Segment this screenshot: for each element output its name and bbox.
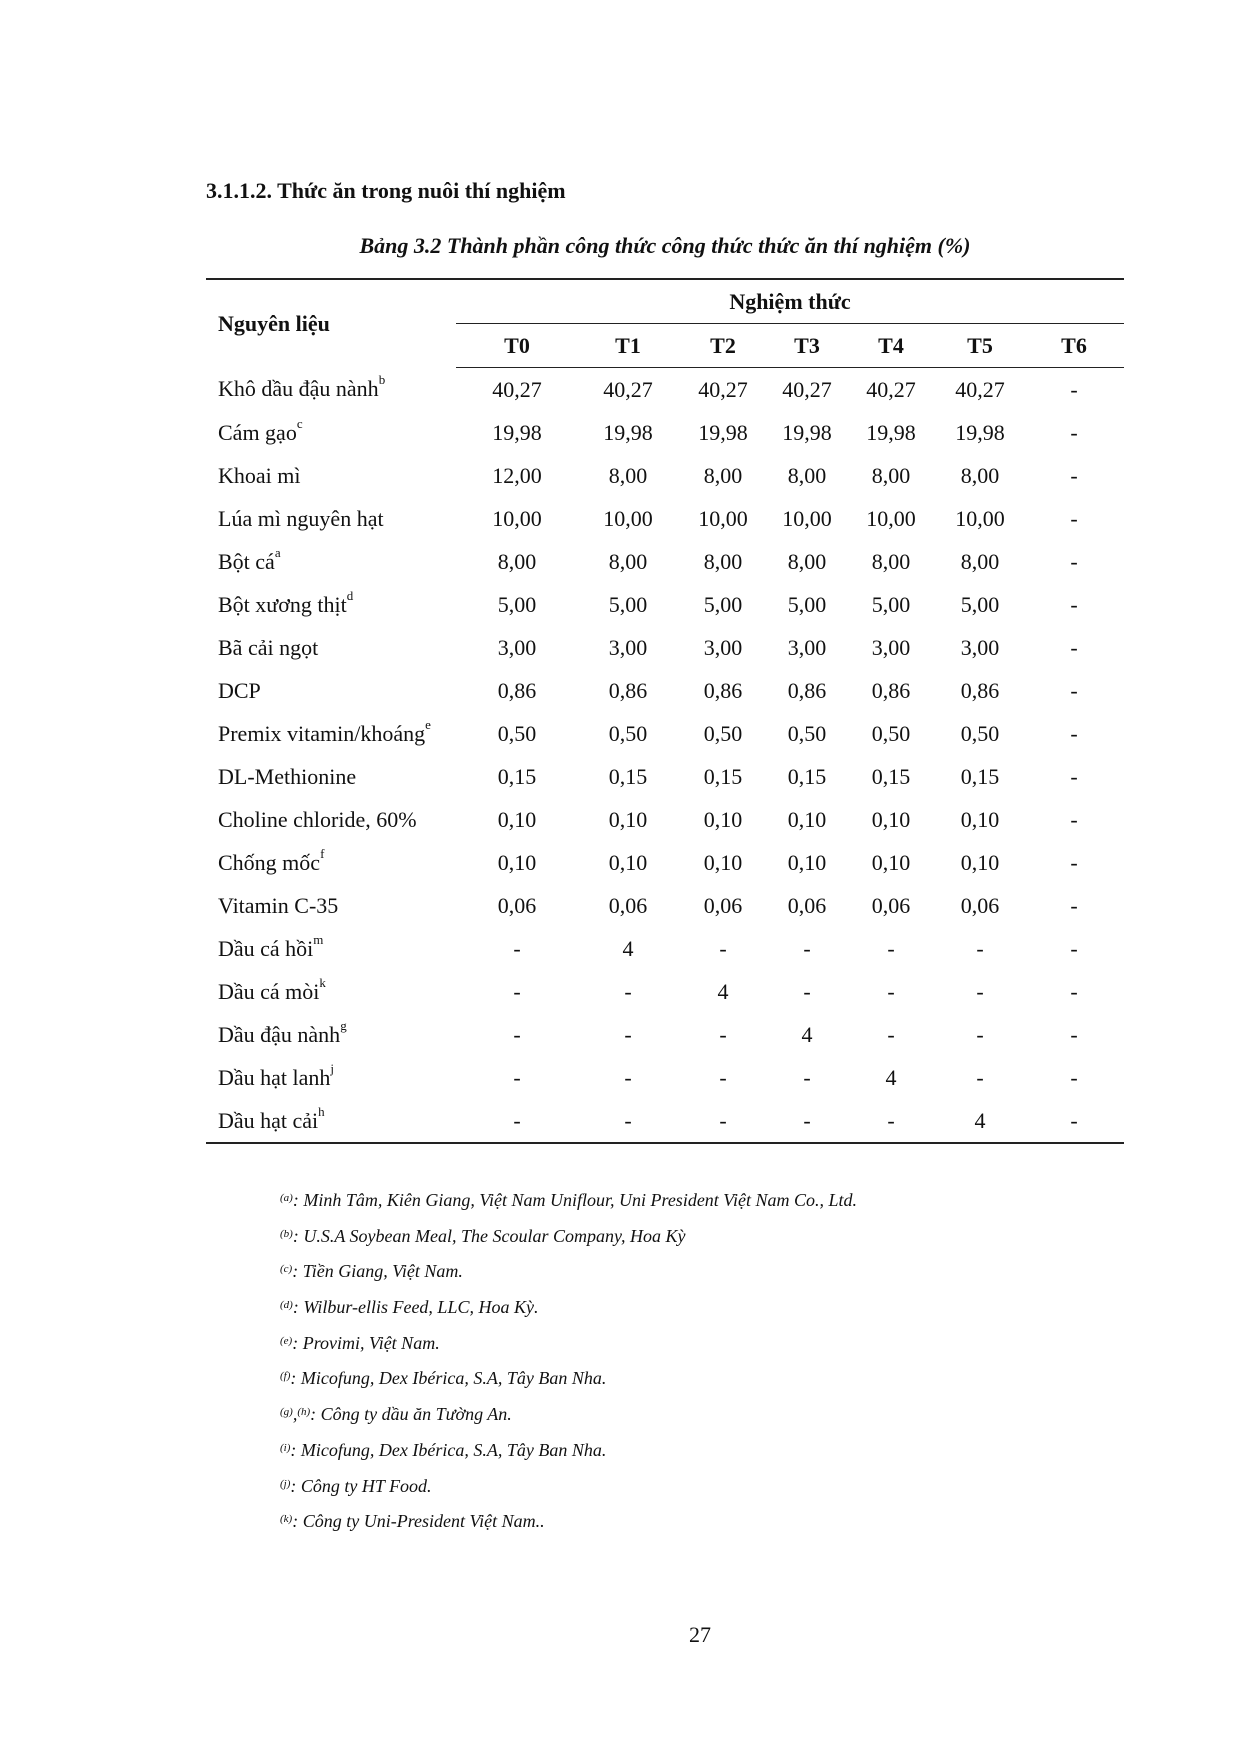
ingredient-name [206,927,456,970]
table-row [206,626,1124,669]
table-caption: Bảng 3.2 Thành phần công thức công thức thức ăn thí nghiệm (%) [359,233,971,258]
source-superscript: g [340,1017,347,1033]
footnote-text: : Provimi, Việt Nam. [292,1332,440,1353]
table-cell: - [803,935,811,961]
table-cell: - [768,1099,846,1143]
table-cell: 0,15 [960,763,1000,789]
table-cell: 4 [936,1099,1024,1143]
table-row [206,798,1124,841]
column-header: T2 [678,324,768,368]
table-cell: 19,98 [782,419,832,445]
footnote [280,1290,857,1326]
table-row [206,1013,1124,1056]
ingredient-name [206,798,456,841]
table-cell: - [1070,1021,1078,1047]
ingredient-header: Nguyên liệu [206,279,456,368]
footnote-mark: (b) [280,1227,293,1240]
table-cell: - [513,935,521,961]
table-row [206,583,1124,626]
table-cell: 10,00 [492,505,542,531]
source-superscript: b [378,372,386,388]
footnote [280,1219,857,1255]
ingredient-label: Dầu cá mòi [218,978,320,1004]
ingredient-name [206,497,456,540]
table-cell: 40,27 [492,376,542,402]
table-cell: 8,00 [787,462,827,488]
table-cell: 0,15 [608,763,648,789]
footnote-text: : Micofung, Dex Ibérica, S.A, Tây Ban Nha. [290,1368,607,1389]
table-body [206,368,1124,1144]
table-cell: 40,27 [955,376,1005,402]
table-cell: - [1070,419,1078,445]
table-cell: - [578,1099,678,1143]
footnote-text: : Công ty Uni-President Việt Nam.. [292,1511,545,1532]
table-cell: 3,00 [871,634,911,660]
table-cell: 3,00 [787,634,827,660]
table-cell: - [1070,677,1078,703]
footnote-mark: (g) [280,1406,293,1419]
table-row [206,841,1124,884]
ingredient-label: DCP [218,677,261,703]
table-cell: - [719,1064,727,1090]
footnote-mark: (e) [280,1334,293,1347]
table-cell: 40,27 [603,376,653,402]
table-cell: - [513,1064,521,1090]
table-cell: 0,06 [787,892,827,918]
table-cell: 0,15 [497,763,537,789]
table-cell: 0,86 [608,677,648,703]
ingredient-name [206,583,456,626]
table-cell: 0,50 [497,720,537,746]
ingredient-label: Vitamin C-35 [218,892,339,918]
table-cell: 0,06 [608,892,648,918]
table-cell: 5,00 [787,591,827,617]
footnote-mark: (f) [280,1370,291,1383]
source-superscript: h [318,1103,325,1119]
table-cell: - [1070,720,1078,746]
table-cell: - [513,1021,521,1047]
table-cell: 0,15 [787,763,827,789]
table-cell: - [803,1064,811,1090]
table-cell: - [887,978,895,1004]
table-cell: 4 [801,1021,813,1047]
table-cell: 3,00 [960,634,1000,660]
column-header: T6 [1024,324,1124,368]
section-heading: 3.1.1.2. Thức ăn trong nuôi thí nghiệm [206,178,566,203]
table-cell: 0,86 [787,677,827,703]
source-superscript: a [274,544,281,560]
column-header: T5 [936,324,1024,368]
table-row [206,927,1124,970]
table-cell: - [719,1021,727,1047]
table-cell: 3,00 [497,634,537,660]
table-cell: 19,98 [955,419,1005,445]
table-cell: - [846,1099,936,1143]
table-row [206,1056,1124,1099]
table-cell: - [1070,806,1078,832]
table-cell: - [624,978,632,1004]
ingredient-name [206,411,456,454]
table-cell: 0,10 [608,849,648,875]
table-cell: - [1070,849,1078,875]
table-cell: 5,00 [871,591,911,617]
table-row [206,884,1124,927]
ingredient-name [206,1056,456,1099]
table-row [206,540,1124,583]
table-cell: 4 [622,935,634,961]
ingredient-label: Dầu hạt cải [218,1107,319,1133]
table-cell: 8,00 [960,548,1000,574]
page-number: 27 [689,1622,711,1647]
table-cell: - [1070,935,1078,961]
ingredient-name [206,454,456,497]
table-cell: 8,00 [608,548,648,574]
table-cell: - [803,978,811,1004]
table-cell: - [456,1099,578,1143]
footnote [280,1361,857,1397]
table-row [206,755,1124,798]
table-cell: 0,10 [703,849,743,875]
table-row [206,970,1124,1013]
ingredient-name [206,540,456,583]
ingredient-label: Dầu cá hồi [218,935,314,961]
ingredient-label: Chống mốc [218,849,321,875]
table-cell: - [887,1021,895,1047]
footnote-text: : Wilbur-ellis Feed, LLC, Hoa Kỳ. [292,1297,539,1318]
footnote [280,1326,857,1362]
table-cell: - [1070,591,1078,617]
table-cell: 3,00 [608,634,648,660]
ingredient-label: Choline chloride, 60% [218,806,417,832]
footnote [280,1183,857,1219]
ingredient-label: Khoai mì [218,462,301,488]
footnote-text: : Công ty dầu ăn Tường An. [310,1404,512,1425]
table-cell: - [1070,634,1078,660]
table-cell: 0,15 [871,763,911,789]
table-cell: 0,50 [703,720,743,746]
ingredient-name [206,626,456,669]
table-row [206,497,1124,540]
table-cell: 0,50 [871,720,911,746]
table-cell: 19,98 [603,419,653,445]
table-cell: 4 [717,978,729,1004]
footnote: $^{(g)}$,$^{(h)}$: Công ty dầu ăn Tường An. [280,1404,512,1425]
table-cell: 0,86 [497,677,537,703]
table-cell: 0,86 [960,677,1000,703]
table-cell: 19,98 [866,419,916,445]
table-cell: - [976,1064,984,1090]
ingredient-name [206,368,456,412]
table-cell: 40,27 [782,376,832,402]
source-superscript: f [320,845,325,861]
source-superscript: j [330,1060,335,1076]
ingredient-label: Bột xương thịt [218,591,347,617]
table-cell: 0,06 [960,892,1000,918]
ingredient-name [206,970,456,1013]
feed-formulation-table [206,278,1124,1144]
table-cell: 8,00 [871,548,911,574]
table-cell: 8,00 [703,548,743,574]
table-cell: - [719,935,727,961]
table-cell: - [1070,978,1078,1004]
table-cell: 10,00 [866,505,916,531]
table-cell: - [1024,1099,1124,1143]
ingredient-name [206,1099,456,1143]
table-cell: 0,10 [871,849,911,875]
source-superscript: e [425,716,431,732]
table-cell: - [1070,548,1078,574]
footnote-mark: (i) [280,1441,291,1454]
source-superscript: k [319,974,326,990]
footnote [280,1504,857,1540]
ingredient-label: Khô dầu đậu nành [218,376,379,402]
table-cell: 0,50 [960,720,1000,746]
source-superscript: c [296,415,303,431]
table-row [206,1099,1124,1143]
footnote-mark: (d) [280,1299,293,1312]
source-superscript: d [346,587,354,603]
table-cell: 8,00 [787,548,827,574]
footnote-text: : Công ty HT Food. [290,1475,432,1496]
table-cell: 0,06 [703,892,743,918]
ingredient-name [206,669,456,712]
ingredient-label: Bã cải ngọt [218,634,319,660]
table-cell: 0,10 [960,849,1000,875]
footnote-text: : Tiền Giang, Việt Nam. [292,1261,463,1282]
footnote-mark: (j) [280,1477,291,1490]
table-cell: 3,00 [703,634,743,660]
column-header: T3 [768,324,846,368]
column-header: T4 [846,324,936,368]
table-cell: - [887,935,895,961]
ingredient-label: Dầu đậu nành [218,1021,341,1047]
column-header: T1 [578,324,678,368]
table-cell: 0,15 [703,763,743,789]
footnote [280,1254,857,1290]
footnote-text: : U.S.A Soybean Meal, The Scoular Company, Hoa Kỳ [292,1225,686,1246]
table-cell: 19,98 [698,419,748,445]
table-cell: 0,10 [960,806,1000,832]
table-cell: 12,00 [492,462,542,488]
table-cell: 5,00 [608,591,648,617]
table-cell: 0,10 [497,849,537,875]
table-cell: 0,06 [497,892,537,918]
ingredient-name [206,755,456,798]
ingredient-label: Bột cá [218,548,275,574]
table-cell: 8,00 [871,462,911,488]
table-row [206,669,1124,712]
ingredient-label: Premix vitamin/khoáng [218,720,426,746]
table-cell: 10,00 [603,505,653,531]
footnote-text: : Micofung, Dex Ibérica, S.A, Tây Ban Nha. [290,1439,607,1460]
column-header: T0 [456,324,578,368]
table-cell: - [976,978,984,1004]
ingredient-name [206,712,456,755]
table-cell: 0,10 [703,806,743,832]
table-row [206,368,1124,412]
table-cell: 0,10 [787,806,827,832]
ingredient-label: DL-Methionine [218,763,357,789]
footnote-text: : Minh Tâm, Kiên Giang, Việt Nam Uniflour, Uni President Việt Nam Co., Ltd. [292,1190,857,1210]
table-cell: - [624,1064,632,1090]
table-cell: 8,00 [497,548,537,574]
table-row [206,411,1124,454]
table-cell: - [624,1021,632,1047]
footnote-mark: (k) [280,1513,293,1526]
ingredient-label: Lúa mì nguyên hạt [218,505,384,531]
table-cell: 5,00 [497,591,537,617]
footnote [280,1469,857,1505]
table-cell: - [1070,505,1078,531]
table-cell: 0,10 [871,806,911,832]
table-cell: - [1070,1064,1078,1090]
table-cell: - [1070,763,1078,789]
footnotes [280,1183,857,1540]
table-cell: 0,86 [703,677,743,703]
table-cell: 4 [885,1064,897,1090]
table-cell: 10,00 [782,505,832,531]
table-cell: - [1070,892,1078,918]
table-cell: - [1070,462,1078,488]
table-cell: 0,10 [787,849,827,875]
table-cell: 19,98 [492,419,542,445]
table-cell: 5,00 [703,591,743,617]
source-superscript: m [313,931,324,947]
table-row [206,454,1124,497]
table-row [206,712,1124,755]
footnote [280,1433,857,1469]
table-cell: 8,00 [608,462,648,488]
table-cell: 10,00 [955,505,1005,531]
table-cell: 0,86 [871,677,911,703]
footnote-mark: (c) [280,1263,293,1276]
table-cell: 0,06 [871,892,911,918]
table-cell: 8,00 [960,462,1000,488]
table-cell: 8,00 [703,462,743,488]
table-cell: 10,00 [698,505,748,531]
table-cell: - [1070,376,1078,402]
table-cell: 5,00 [960,591,1000,617]
table-cell: 0,50 [608,720,648,746]
ingredient-label: Cám gạo [218,419,297,445]
table-cell: 0,50 [787,720,827,746]
ingredient-label: Dầu hạt lanh [218,1064,331,1090]
table-cell: - [678,1099,768,1143]
table-cell: - [976,1021,984,1047]
footnote-mark: (h) [297,1406,311,1419]
ingredient-name [206,1013,456,1056]
footnote-mark: (a) [280,1192,293,1204]
table-cell: 40,27 [866,376,916,402]
ingredient-name [206,884,456,927]
treatment-group-header: Nghiệm thức [456,279,1124,324]
table-cell: 0,10 [608,806,648,832]
table-cell: 40,27 [698,376,748,402]
table-cell: - [976,935,984,961]
ingredient-name [206,841,456,884]
table-cell: - [513,978,521,1004]
table-cell: 0,10 [497,806,537,832]
